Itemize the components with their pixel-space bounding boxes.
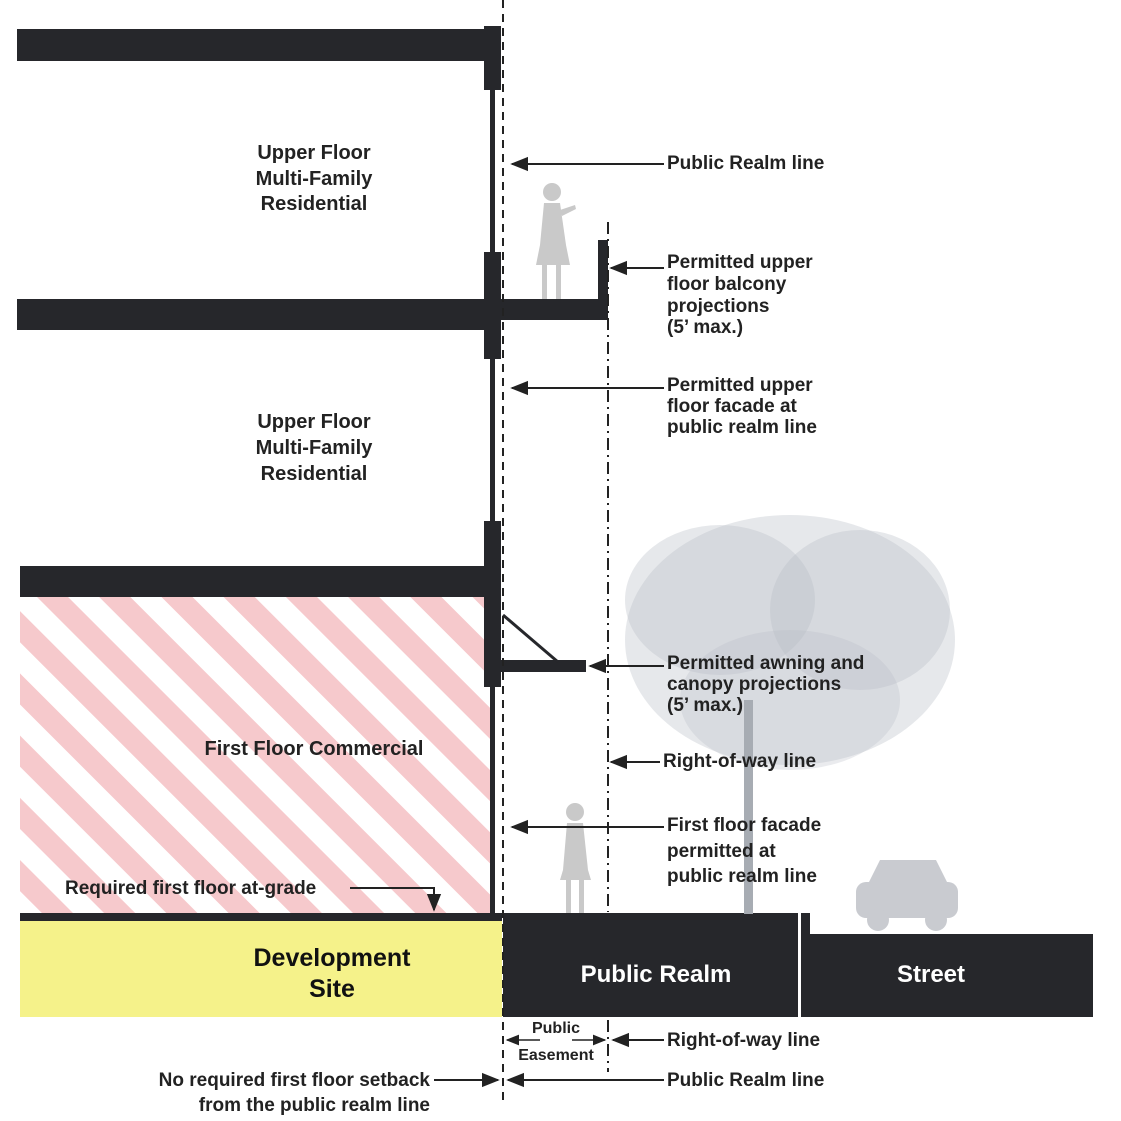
ground-line bbox=[20, 913, 502, 921]
upper-floor-label-top-1: Upper Floor bbox=[257, 142, 371, 164]
person-upper bbox=[536, 183, 576, 299]
street-label: Street bbox=[896, 961, 966, 988]
balcony-floor bbox=[498, 299, 608, 320]
first-facade-label-3: public realm line bbox=[667, 866, 817, 887]
awning bbox=[498, 660, 586, 672]
first-facade-label-2: permitted at bbox=[667, 841, 776, 862]
public-realm-label: Public Realm bbox=[580, 961, 732, 988]
awning-label-2: canopy projections bbox=[667, 674, 842, 695]
balcony-label-4: (5’ max.) bbox=[667, 317, 744, 338]
first-facade-label-1: First floor facade bbox=[667, 815, 822, 836]
person-lower bbox=[560, 803, 591, 913]
development-site-label-2: Site bbox=[309, 975, 355, 1003]
easement-label-2: Easement bbox=[518, 1047, 594, 1064]
awning-label-3: (5’ max.) bbox=[667, 695, 744, 716]
public-realm-line-bottom-label: Public Realm line bbox=[667, 1070, 825, 1091]
first-floor-ceiling-slab bbox=[20, 566, 498, 597]
upper-facade-label-2: floor facade at bbox=[667, 396, 797, 417]
second-floor-slab bbox=[17, 299, 501, 330]
upper-floor-label-top-2: Multi-Family bbox=[255, 168, 373, 190]
roof-slab bbox=[17, 29, 501, 61]
right-of-way-mid-label: Right-of-way line bbox=[663, 751, 817, 772]
upper-floor-label-mid-1: Upper Floor bbox=[257, 411, 371, 433]
upper-floor-label-mid-3: Residential bbox=[260, 463, 368, 485]
facade-column-top bbox=[484, 26, 501, 90]
setback-label-2: from the public realm line bbox=[198, 1095, 430, 1116]
awning-label-1: Permitted awning and bbox=[667, 653, 865, 674]
setback-label-1: No required first floor setback bbox=[158, 1070, 430, 1091]
upper-floor-label-mid-2: Multi-Family bbox=[255, 437, 373, 459]
car-silhouette bbox=[856, 860, 958, 931]
balcony-label-3: projections bbox=[667, 296, 770, 317]
balcony-rail bbox=[598, 240, 608, 318]
balcony-label-2: floor balcony bbox=[667, 274, 787, 295]
upper-facade-label-1: Permitted upper bbox=[667, 375, 813, 396]
facade-wall bbox=[490, 40, 495, 920]
easement-label-1: Public bbox=[531, 1020, 581, 1037]
first-floor-label: First Floor Commercial bbox=[204, 738, 424, 760]
public-realm-line-top-label: Public Realm line bbox=[667, 153, 825, 174]
development-site-label-1: Development bbox=[253, 944, 411, 972]
upper-floor-label-top-3: Residential bbox=[260, 193, 368, 215]
right-of-way-bottom-label: Right-of-way line bbox=[667, 1030, 821, 1051]
at-grade-label: Required first floor at-grade bbox=[65, 878, 317, 899]
balcony-label-1: Permitted upper bbox=[667, 252, 813, 273]
upper-facade-label-3: public realm line bbox=[667, 417, 817, 438]
awning-strut bbox=[503, 615, 558, 662]
